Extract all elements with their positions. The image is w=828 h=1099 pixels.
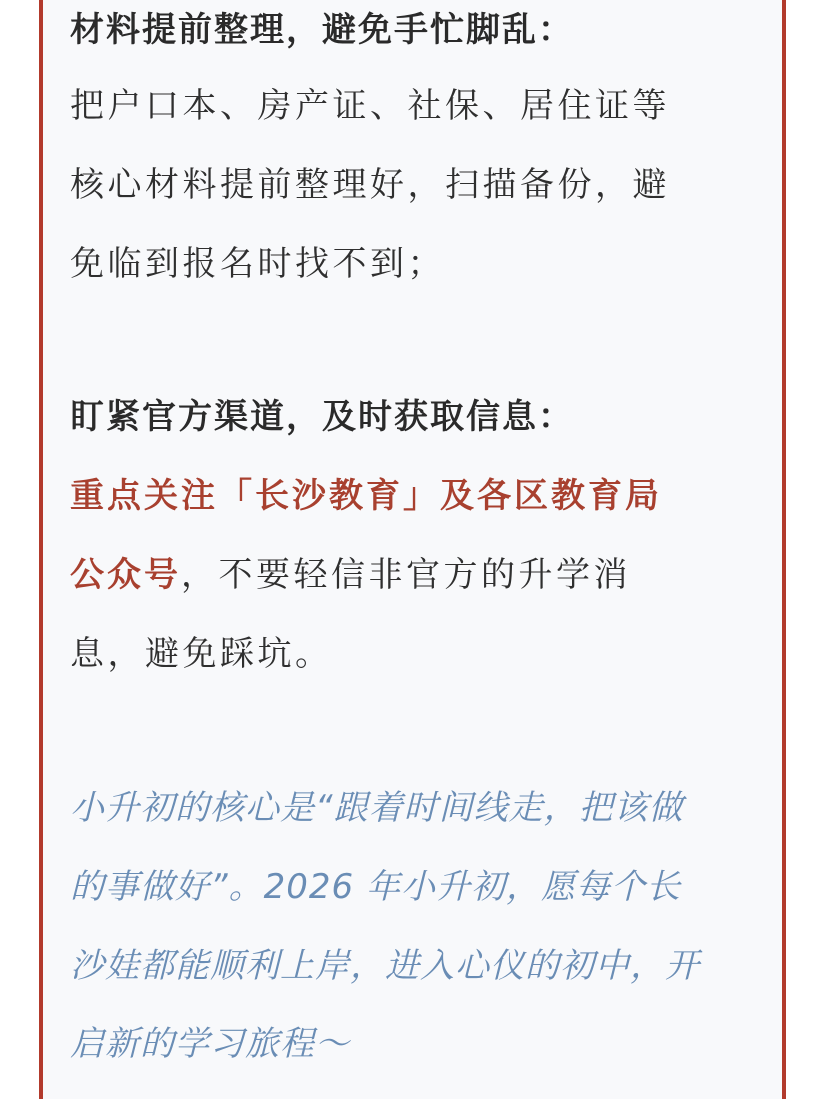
paragraph-line: 免临到报名时找不到； [70, 244, 445, 284]
right-border-rule [782, 0, 786, 1099]
left-border-rule [39, 0, 43, 1099]
highlight-text: 公众号 [70, 555, 181, 595]
closing-quote-line: 小升初的核心是“跟着时间线走，把该做 [70, 788, 684, 828]
paragraph-line: 核心材料提前整理好，扫描备份，避 [70, 165, 670, 205]
paragraph-line [70, 553, 631, 597]
closing-quote-line: 沙娃都能顺利上岸，进入心仪的初中，开 [70, 946, 700, 986]
highlight-text: 重点关注「长沙教育」及各区教育局 [70, 476, 662, 516]
section-heading-official-channels: 盯紧官方渠道，及时获取信息： [70, 397, 574, 437]
paragraph-text: ，不要轻信非官方的升学消 [181, 555, 631, 595]
closing-quote-line: 启新的学习旅程～ [70, 1024, 350, 1064]
paragraph-line: 息，避免踩坑。 [70, 634, 333, 674]
section-heading-materials: 材料提前整理，避免手忙脚乱： [70, 10, 574, 50]
paragraph-line: 把户口本、房产证、社保、居住证等 [70, 86, 670, 126]
closing-quote-line: 的事做好”。2026 年小升初，愿每个长 [70, 867, 681, 907]
